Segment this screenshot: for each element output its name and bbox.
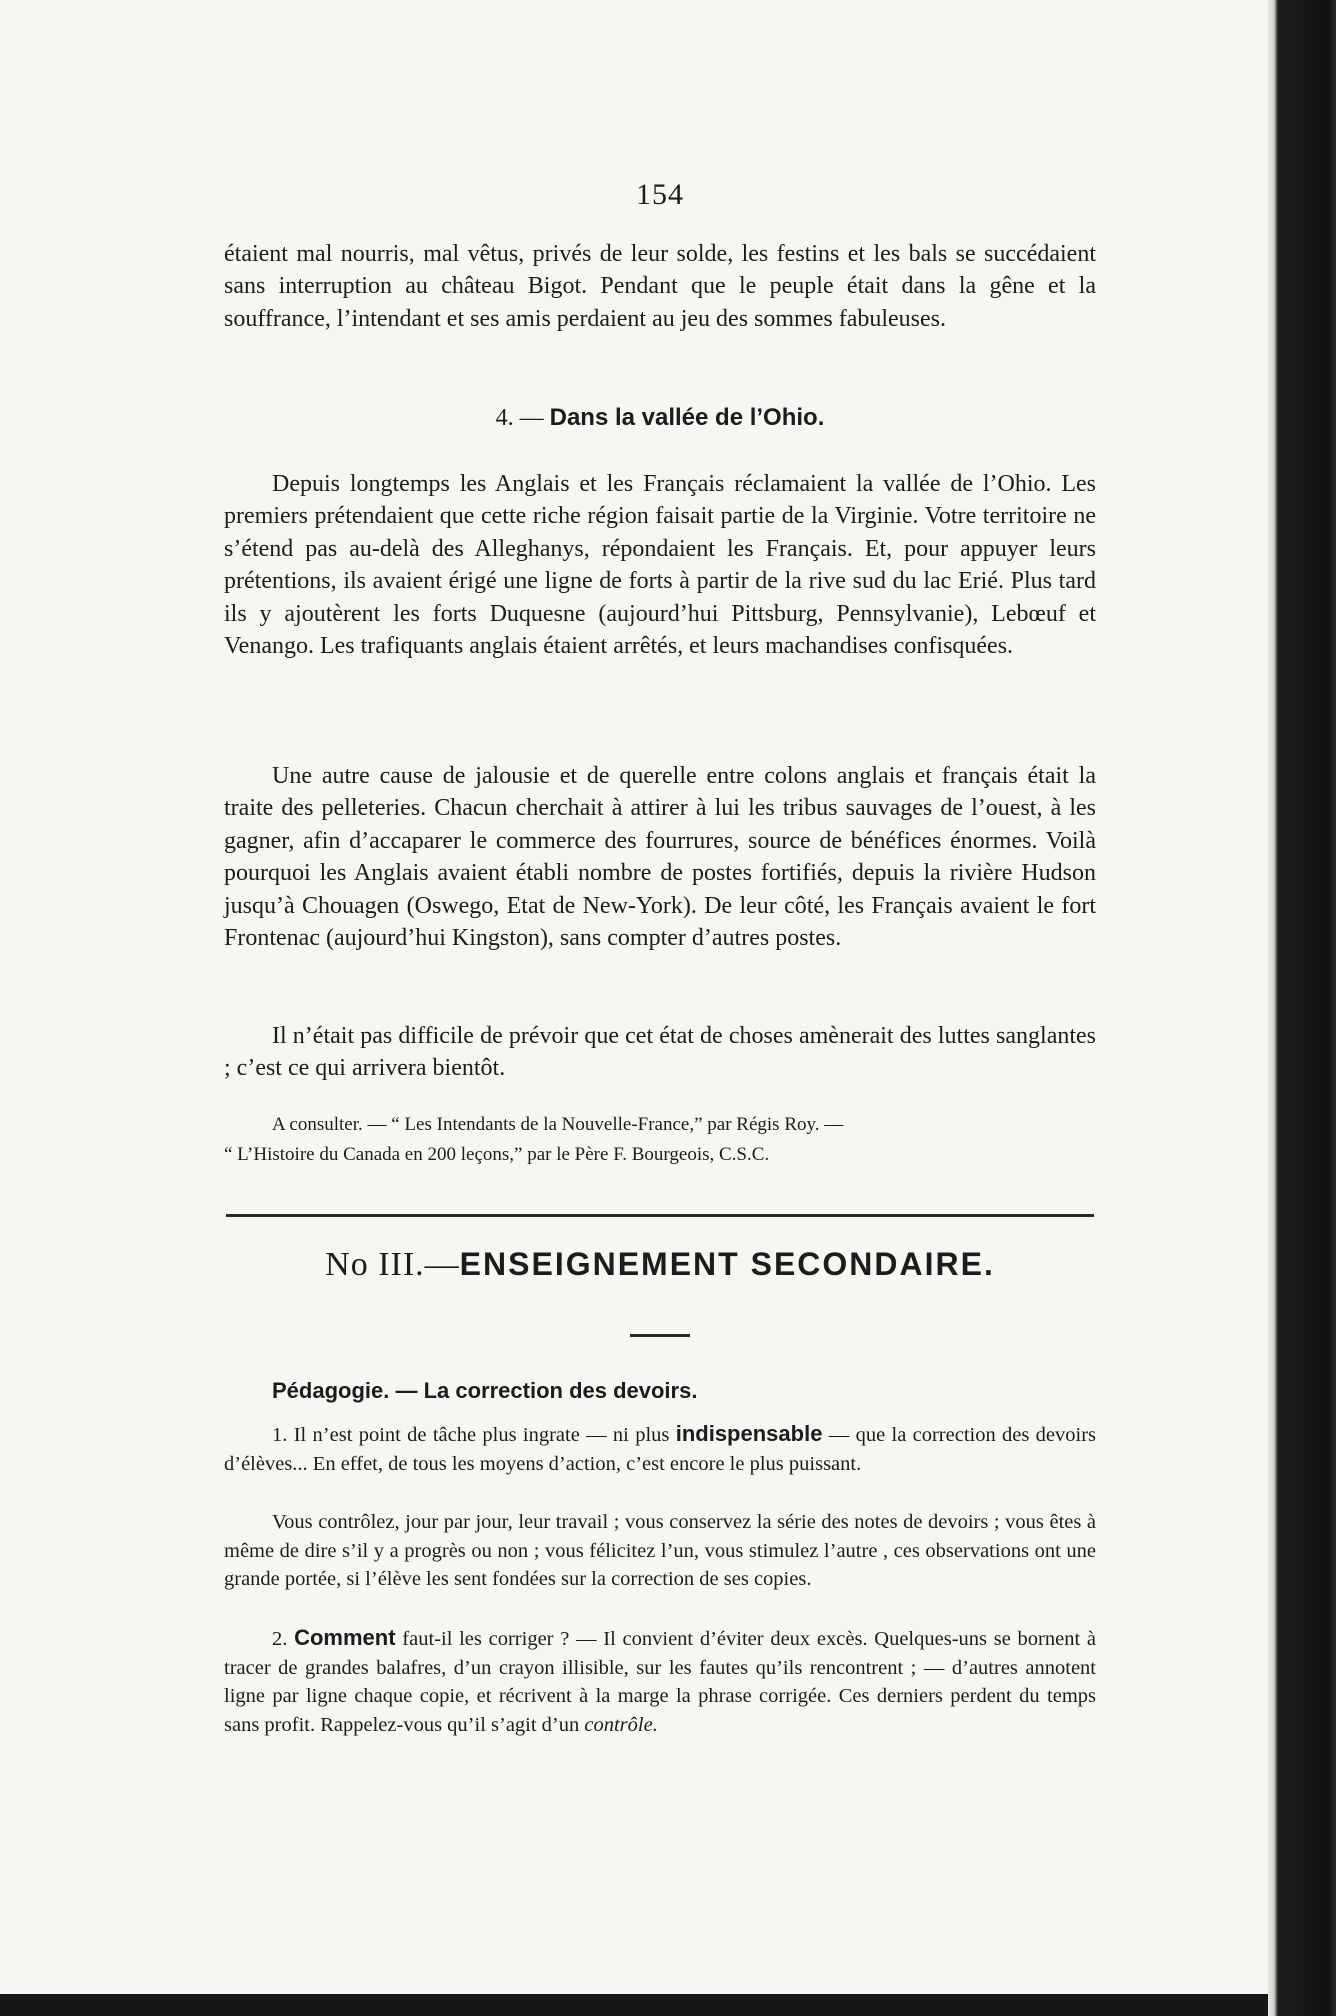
paragraph-3: Une autre cause de jalousie et de querelle entre colons anglais et français était la traite des pelleteries. Chacun cherchait à attirer à lui les tribus sauvages de l’ouest, à les gagner, afin d’accaparer le commerce des fourrures, source de bénéfices énormes. Voilà pourquoi les Anglais avaient établi nombre de postes fortifiés, depuis la rivière Hudson jusqu’à Chouagen (Oswego, Etat de New-York). De leur côté, les Français avaient le fort Frontenac (aujourd’hui Kingston), sans compter d’autres postes. [224,763,1096,952]
chapter-number: No III.— [325,1246,460,1283]
item-1 [224,1420,1096,1478]
reference-line-2: “ L’Histoire du Canada en 200 leçons,” par le Père F. Bourgeois, C.S.C. [224,1144,770,1165]
item-1-lead: 1. Il n’est point de tâche plus ingrate — ni plus [272,1424,670,1446]
paragraph-1: étaient mal nourris, mal vêtus, privés de leur solde, les festins et les bals se succédaient sans interruption au château Bigot. Pendant que le peuple était dans la gêne et la souffrance, l’intendant et ses amis perdaient au jeu des sommes fabuleuses. [224,241,1096,332]
section-divider [226,1214,1094,1217]
section-heading [224,404,1096,432]
item-1-continued: Vous contrôlez, jour par jour, leur travail ; vous conservez la série des notes de devoirs ; vous êtes à même de dire s’il y a progrès ou non ; vous félicitez l’un, vous stimulez l’autre , ces observations ont une grande portée, si l’élève les sent fondées sur la correction de ses copies. [224,1511,1096,1590]
item-2 [224,1624,1096,1739]
chapter-title [224,1246,1096,1284]
paragraph-4: Il n’était pas difficile de prévoir que cet état de choses amènerait des luttes sanglantes ; c’est ce qui arrivera bientôt. [224,1023,1096,1082]
short-divider [630,1334,690,1337]
item-1-bold: indispensable [675,1421,823,1446]
references [224,1110,1096,1170]
book-spine-shadow [1268,0,1336,2016]
bottom-scan-edge [0,1994,1268,2016]
item-2-bold: Comment [294,1625,396,1650]
item-1-rest: — que la correction des devoirs d’élèves... En effet, de tous les moyens d’action, c’est encore le plus puissant. [224,1424,1097,1475]
subsection-heading: Pédagogie. — La correction des devoirs. [272,1378,698,1403]
paragraph-2: Depuis longtemps les Anglais et les Français réclamaient la vallée de l’Ohio. Les premiers prétendaient que cette riche région faisait partie de la Virginie. Votre territoire ne s’étend pas au-delà des Alleghanys, répondaient les Français. Et, pour appuyer leurs prétentions, ils avaient érigé une ligne de forts à partir de la rive sud du lac Erié. Plus tard ils y ajoutèrent les forts Duquesne (aujourd’hui Pittsburg, Pennsylvanie), Lebœuf et Venango. Les trafiquants anglais étaient arrêtés, et leurs machandises confisquées. [224,471,1096,660]
reference-line-1: A consulter. — “ Les Intendants de la Nouvelle-France,” par Régis Roy. — [272,1114,844,1135]
chapter-name: ENSEIGNEMENT SECONDAIRE. [459,1246,995,1282]
page-number: 154 [636,178,684,211]
section-title: Dans la vallée de l’Ohio. [549,404,825,431]
item-2-rest: faut-il les corriger ? — Il convient d’éviter deux excès. Quelques-uns se bornent à tracer de grandes balafres, d’un crayon illisible, sur les fautes qu’ils rencontrent ; — d’autres annotent ligne par ligne chaque copie, et récrivent à la marge la phrase corrigée. Ces derniers perdent du temps sans profit. Rappelez-vous qu’il s’agit d’un [224,1628,1097,1736]
item-2-italic: contrôle. [584,1713,658,1736]
section-number: 4. — [495,405,544,431]
item-2-lead: 2. [272,1628,288,1650]
